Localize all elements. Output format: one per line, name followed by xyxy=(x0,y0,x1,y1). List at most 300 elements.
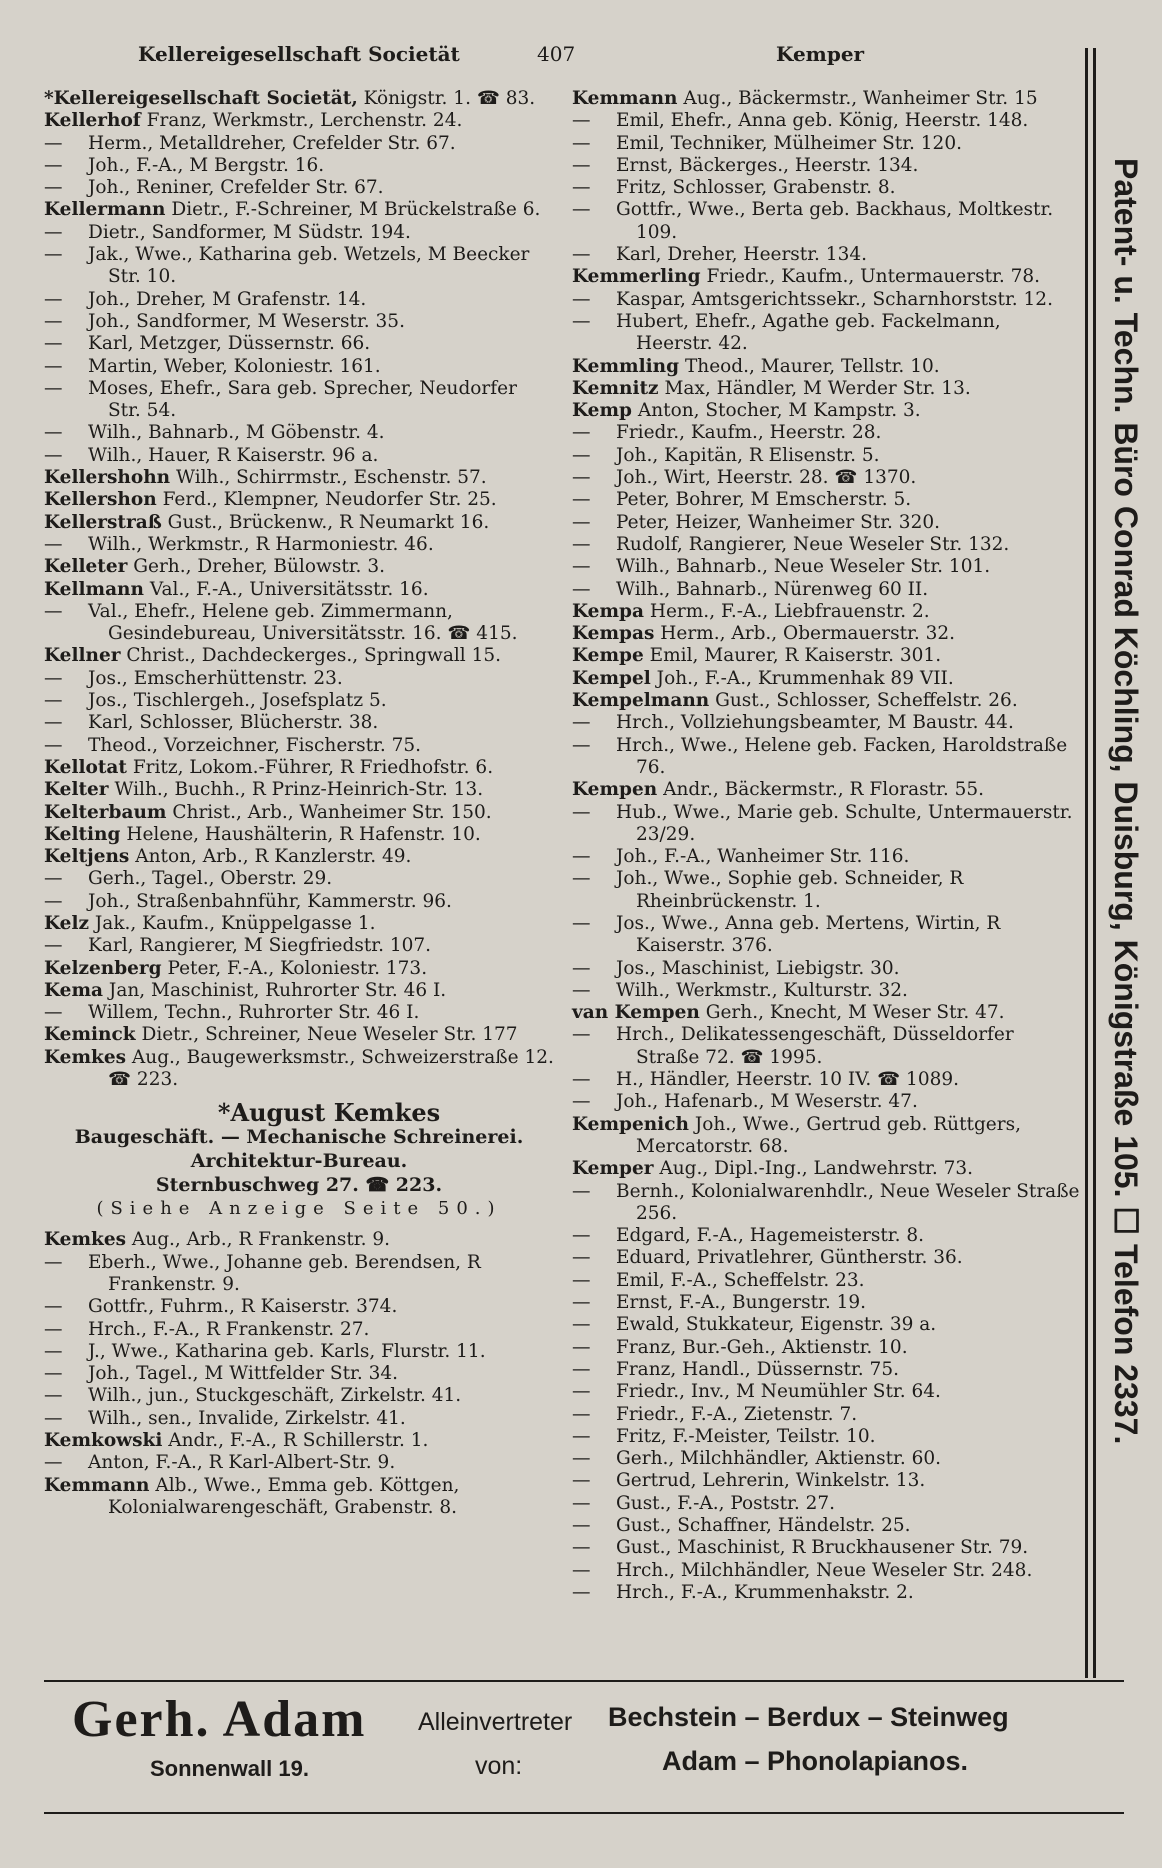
directory-entry xyxy=(572,1247,1082,1269)
directory-entry xyxy=(44,244,554,289)
footer-brands-line-2: Adam – Phonolapianos. xyxy=(662,1746,969,1776)
entry-details: Gust., Schlosser, Scheffelstr. 26. xyxy=(715,690,1018,712)
entry-dash: — xyxy=(572,1492,591,1514)
entry-details: Bernh., Kolonialwarenhdlr., Neue Weseler Straße 256. xyxy=(616,1180,1080,1224)
entry-details: Friedr., Kaufm., Untermauerstr. 78. xyxy=(706,266,1041,288)
right-entries xyxy=(572,88,1082,1604)
entry-dash: — xyxy=(44,333,63,355)
entry-surname: Kemmann xyxy=(572,88,678,109)
footer-address: Sonnenwall 19. xyxy=(150,1756,309,1781)
entry-details: Wilh., Werkmstr., R Harmoniestr. 46. xyxy=(88,533,434,555)
entry-details: Peter, F.-A., Koloniestr. 173. xyxy=(167,957,428,979)
entry-surname: Kellotat xyxy=(44,756,127,778)
entry-details: Christ., Arb., Wanheimer Str. 150. xyxy=(172,801,492,823)
directory-entry xyxy=(44,980,554,1002)
directory-entry xyxy=(44,445,554,467)
directory-entry xyxy=(572,579,1082,601)
entry-dash: — xyxy=(572,244,591,266)
entry-dash: — xyxy=(44,712,63,734)
directory-entry xyxy=(572,88,1082,110)
directory-entry xyxy=(44,1229,554,1251)
entry-dash: — xyxy=(572,578,591,600)
entry-details: Willem, Techn., Ruhrorter Str. 46 I. xyxy=(88,1002,420,1024)
entry-surname: Kellerhof xyxy=(44,110,141,132)
entry-details: Wilh., Bahnarb., Nürenweg 60 II. xyxy=(616,578,929,600)
directory-entry xyxy=(572,266,1082,288)
entry-surname: Keminck xyxy=(44,1024,136,1046)
directory-entry xyxy=(572,1560,1082,1582)
footer-role: Alleinvertreter xyxy=(418,1708,573,1736)
entry-dash: — xyxy=(572,1381,591,1403)
entry-surname: Kelter xyxy=(44,779,109,801)
directory-entry xyxy=(572,1158,1082,1180)
entry-details: Joh., Wwe., Sophie geb. Schneider, R Rheinbrückenstr. 1. xyxy=(616,868,964,912)
entry-details: J., Wwe., Katharina geb. Karls, Flurstr. 11. xyxy=(88,1340,486,1362)
entry-dash: — xyxy=(572,734,591,756)
sidebar-advertisement xyxy=(1083,48,1147,1678)
directory-entry xyxy=(44,735,554,757)
entry-dash: — xyxy=(572,1515,591,1536)
directory-entry xyxy=(44,824,554,846)
entry-details: Jan, Maschinist, Ruhrorter Str. 46 I. xyxy=(108,979,447,1001)
entry-dash: — xyxy=(44,935,63,957)
entry-details: Edgard, F.-A., Hagemeisterstr. 8. xyxy=(616,1225,924,1247)
entry-details: Fritz, F.-Meister, Teilstr. 10. xyxy=(616,1425,876,1447)
directory-entry xyxy=(44,289,554,311)
entry-dash: — xyxy=(44,310,63,332)
entry-dash: — xyxy=(572,422,591,444)
entry-dash: — xyxy=(572,1269,591,1291)
directory-entry xyxy=(572,489,1082,511)
directory-entry xyxy=(44,846,554,868)
entry-surname: *Kellereigesellschaft Societät, xyxy=(44,88,358,109)
entry-dash: — xyxy=(572,957,591,979)
directory-entry xyxy=(572,1024,1082,1069)
directory-entry xyxy=(44,1252,554,1297)
footer-rule-bottom xyxy=(44,1812,1124,1814)
entry-details: Franz, Handl., Düssernstr. 75. xyxy=(616,1358,899,1380)
footer-rule-top xyxy=(44,1680,1124,1682)
entry-details: Hrch., F.-A., R Frankenstr. 27. xyxy=(88,1318,370,1340)
entry-dash: — xyxy=(44,1318,63,1340)
entry-dash: — xyxy=(44,1385,63,1407)
directory-entry xyxy=(44,199,554,221)
entry-details: Eduard, Privatlehrer, Güntherstr. 36. xyxy=(616,1247,963,1269)
entry-dash: — xyxy=(572,1425,591,1447)
directory-entry xyxy=(572,534,1082,556)
entry-dash: — xyxy=(572,1225,591,1247)
directory-entry xyxy=(572,133,1082,155)
entry-details: Hrch., Milchhändler, Neue Weseler Str. 248. xyxy=(616,1559,1033,1581)
entry-details: Rudolf, Rangierer, Neue Weseler Str. 132. xyxy=(616,533,1010,555)
directory-entry xyxy=(44,690,554,712)
entry-details: Königstr. 1. ☎ 83. xyxy=(363,88,536,109)
entry-dash: — xyxy=(572,1448,591,1470)
entry-details: Ernst, Bäckerges., Heerstr. 134. xyxy=(616,154,919,176)
directory-entry xyxy=(44,333,554,355)
entry-details: Gust., Schaffner, Händelstr. 25. xyxy=(616,1515,911,1536)
entry-dash: — xyxy=(572,154,591,176)
directory-entry xyxy=(572,1337,1082,1359)
directory-entry xyxy=(572,712,1082,734)
directory-entry xyxy=(572,1002,1082,1024)
entry-details: Joh., Kapitän, R Elisenstr. 5. xyxy=(616,444,880,466)
entry-details: Franz, Bur.-Geh., Aktienstr. 10. xyxy=(616,1336,908,1358)
entry-dash: — xyxy=(572,1247,591,1269)
entry-surname: Kemkes xyxy=(44,1046,127,1068)
entry-details: Eberh., Wwe., Johanne geb. Berendsen, R Frankenstr. 9. xyxy=(88,1251,481,1295)
directory-entry xyxy=(572,378,1082,400)
directory-entry xyxy=(44,712,554,734)
entry-dash: — xyxy=(44,1340,63,1362)
entry-details: Aug., Arb., R Frankenstr. 9. xyxy=(131,1229,391,1251)
entry-surname: Kemp xyxy=(572,400,632,422)
directory-entry xyxy=(44,489,554,511)
entry-details: Gerh., Dreher, Bülowstr. 3. xyxy=(133,556,385,578)
directory-entry xyxy=(44,668,554,690)
directory-entry xyxy=(44,311,554,333)
directory-entry xyxy=(44,1430,554,1452)
entry-dash: — xyxy=(44,890,63,912)
directory-entry xyxy=(572,1515,1082,1537)
entry-details: Jos., Tischlergeh., Josefsplatz 5. xyxy=(88,690,387,712)
header-left-keyword: Kellereigesellschaft Societät xyxy=(138,42,460,66)
entry-surname: Kemkes xyxy=(44,1229,127,1251)
directory-entry xyxy=(572,1069,1082,1091)
left-entries xyxy=(44,88,554,1091)
directory-entry xyxy=(44,868,554,890)
right-column xyxy=(572,88,1082,1604)
entry-details: Hrch., Delikatessengeschäft, Düsseldorfer Straße 72. ☎ 1995. xyxy=(616,1024,1014,1068)
entry-dash: — xyxy=(572,712,591,734)
directory-entry xyxy=(44,757,554,779)
directory-entry xyxy=(44,378,554,423)
entry-details: Ewald, Stukkateur, Eigenstr. 39 a. xyxy=(616,1314,937,1336)
entry-dash: — xyxy=(572,1470,591,1492)
sidebar-ad-text: Patent- u. Techn. Büro Conrad Köchling, Duisburg, Königstraße 105. ☐ Telefon 2337. xyxy=(1108,158,1144,1445)
directory-entry xyxy=(44,1296,554,1318)
entry-details: Dietr., F.-Schreiner, M Brückelstraße 6. xyxy=(171,199,541,221)
entry-surname: Kemmann xyxy=(44,1474,150,1496)
header-right-keyword: Kemper xyxy=(776,42,865,66)
directory-entry xyxy=(44,1002,554,1024)
entry-details: Joh., Straßenbahnführ, Kammerstr. 96. xyxy=(88,890,452,912)
entry-details: Christ., Dachdeckerges., Springwall 15. xyxy=(126,645,502,667)
entry-surname: Kelting xyxy=(44,823,121,845)
entry-details: Wilh., Werkmstr., Kulturstr. 32. xyxy=(616,979,908,1001)
entry-details: Fritz, Lokom.-Führer, R Friedhofstr. 6. xyxy=(132,756,494,778)
entry-dash: — xyxy=(44,1452,63,1474)
directory-entry xyxy=(572,623,1082,645)
entry-details: Joh., Hafenarb., M Weserstr. 47. xyxy=(616,1091,918,1113)
entry-details: Helene, Haushälterin, R Hafenstr. 10. xyxy=(126,823,481,845)
entry-details: Joh., Dreher, M Grafenstr. 14. xyxy=(88,288,367,310)
entry-surname: Kemkowski xyxy=(44,1430,163,1452)
directory-entry xyxy=(44,1024,554,1046)
entry-dash: — xyxy=(572,979,591,1001)
entry-surname: Kempe xyxy=(572,645,644,667)
page-number: 407 xyxy=(537,42,576,66)
entry-details: Gerh., Knecht, M Weser Str. 47. xyxy=(705,1002,1005,1024)
kemkes-advertisement xyxy=(44,1098,554,1221)
entry-surname: Kemmling xyxy=(572,355,680,377)
entry-details: Gottfr., Fuhrm., R Kaiserstr. 374. xyxy=(88,1296,398,1318)
entry-dash: — xyxy=(572,801,591,823)
entry-dash: — xyxy=(572,533,591,555)
entry-details: Joh., Sandformer, M Weserstr. 35. xyxy=(88,310,405,332)
entry-dash: — xyxy=(44,1002,63,1024)
entry-dash: — xyxy=(572,1336,591,1358)
entry-details: Joh., F.-A., M Bergstr. 16. xyxy=(88,154,325,176)
entry-surname: Kemper xyxy=(572,1158,654,1180)
entry-details: H., Händler, Heerstr. 10 IV. ☎ 1089. xyxy=(616,1069,960,1091)
entry-details: Wilh., Schirrmstr., Eschenstr. 57. xyxy=(176,467,487,489)
entry-surname: Kemmerling xyxy=(572,266,701,288)
entry-details: Friedr., Kaufm., Heerstr. 28. xyxy=(616,422,882,444)
entry-dash: — xyxy=(44,667,63,689)
entry-dash: — xyxy=(44,600,63,622)
entry-details: Val., F.-A., Universitätsstr. 16. xyxy=(149,578,429,600)
directory-entry xyxy=(572,668,1082,690)
directory-entry xyxy=(44,935,554,957)
entry-dash: — xyxy=(572,1292,591,1314)
directory-entry xyxy=(572,1381,1082,1403)
entry-details: Aug., Dipl.-Ing., Landwehrstr. 73. xyxy=(659,1158,974,1180)
entry-surname: Kellershohn xyxy=(44,467,171,489)
directory-entry xyxy=(572,601,1082,623)
entry-dash: — xyxy=(572,1537,591,1559)
entry-details: Ferd., Klempner, Neudorfer Str. 25. xyxy=(162,489,497,511)
entry-dash: — xyxy=(572,868,591,890)
directory-entry xyxy=(572,512,1082,534)
directory-entry xyxy=(572,868,1082,913)
entry-details: Wilh., jun., Stuckgeschäft, Zirkelstr. 41. xyxy=(88,1385,462,1407)
directory-entry xyxy=(572,467,1082,489)
directory-entry xyxy=(572,400,1082,422)
entry-surname: Kelzenberg xyxy=(44,957,162,979)
directory-entry xyxy=(572,356,1082,378)
entry-dash: — xyxy=(572,1403,591,1425)
entry-details: Wilh., Bahnarb., Neue Weseler Str. 101. xyxy=(616,556,991,578)
entry-details: Aug., Bäckermstr., Wanheimer Str. 15 xyxy=(683,88,1038,109)
directory-entry xyxy=(44,88,554,110)
directory-entry xyxy=(572,244,1082,266)
directory-entry xyxy=(572,422,1082,444)
entry-details: Anton, Arb., R Kanzlerstr. 49. xyxy=(135,846,412,868)
entry-details: Hrch., Wwe., Helene geb. Facken, Haroldstraße 76. xyxy=(616,734,1068,778)
directory-entry xyxy=(572,110,1082,132)
entry-dash: — xyxy=(44,422,63,444)
directory-entry xyxy=(44,1475,554,1520)
directory-entry xyxy=(572,1470,1082,1492)
entry-dash: — xyxy=(572,511,591,533)
directory-entry xyxy=(572,1404,1082,1426)
directory-entry xyxy=(44,579,554,601)
directory-entry xyxy=(44,356,554,378)
ad-title: *August Kemkes xyxy=(217,1098,441,1128)
entry-dash: — xyxy=(44,533,63,555)
directory-entry xyxy=(572,779,1082,801)
directory-entry xyxy=(572,1292,1082,1314)
directory-entry xyxy=(44,133,554,155)
directory-entry xyxy=(44,802,554,824)
directory-entry xyxy=(44,958,554,980)
entry-surname: Keltjens xyxy=(44,846,130,868)
entry-details: Theod., Maurer, Tellstr. 10. xyxy=(684,355,940,377)
entry-surname: Kempas xyxy=(572,623,655,645)
directory-entry xyxy=(44,512,554,534)
entry-dash: — xyxy=(572,489,591,511)
directory-entry xyxy=(44,422,554,444)
directory-entry xyxy=(44,556,554,578)
entry-dash: — xyxy=(44,132,63,154)
entry-details: Emil, F.-A., Scheffelstr. 23. xyxy=(616,1269,865,1291)
directory-entry xyxy=(572,690,1082,712)
entry-details: Wilh., Hauer, R Kaiserstr. 96 a. xyxy=(88,444,379,466)
entry-dash: — xyxy=(572,467,591,489)
entry-dash: — xyxy=(44,377,63,399)
entry-details: Gust., Maschinist, R Bruckhausener Str. 79. xyxy=(616,1537,1029,1559)
entry-details: Peter, Heizer, Wanheimer Str. 320. xyxy=(616,511,941,533)
entry-details: Kaspar, Amtsgerichtssekr., Scharnhorststr. 12. xyxy=(616,288,1053,310)
entry-details: Karl, Schlosser, Blücherstr. 38. xyxy=(88,712,379,734)
entry-surname: Kelz xyxy=(44,912,89,934)
entry-details: Andr., F.-A., R Schillerstr. 1. xyxy=(168,1430,429,1452)
entry-dash: — xyxy=(44,734,63,756)
entry-details: Joh., F.-A., Krummenhak 89 VII. xyxy=(656,667,954,689)
directory-entry xyxy=(572,289,1082,311)
entry-surname: Kempenich xyxy=(572,1113,689,1135)
entry-details: Jak., Wwe., Katharina geb. Wetzels, M Beecker Str. 10. xyxy=(88,244,530,288)
entry-details: Herm., Arb., Obermauerstr. 32. xyxy=(660,623,956,645)
directory-entry xyxy=(572,1537,1082,1559)
entry-details: Wilh., Bahnarb., M Göbenstr. 4. xyxy=(88,422,385,444)
entry-details: Joh., Wirt, Heerstr. 28. ☎ 1370. xyxy=(616,467,917,489)
directory-entry xyxy=(44,601,554,646)
ad-line-2: Architektur-Bureau. xyxy=(190,1150,408,1173)
directory-entry xyxy=(44,913,554,935)
footer-advertisement xyxy=(60,1690,1080,1800)
directory-entry xyxy=(572,802,1082,847)
entry-surname: Kelterbaum xyxy=(44,801,167,823)
entry-details: Gottfr., Wwe., Berta geb. Backhaus, Moltkestr. 109. xyxy=(616,199,1054,243)
entry-surname: Kellershon xyxy=(44,489,157,511)
directory-entry xyxy=(572,199,1082,244)
directory-entry xyxy=(572,645,1082,667)
entry-details: Alb., Wwe., Emma geb. Köttgen, Kolonialwarengeschäft, Grabenstr. 8. xyxy=(108,1474,460,1518)
entry-dash: — xyxy=(44,868,63,890)
directory-entry xyxy=(44,1452,554,1474)
entry-details: Aug., Baugewerksmstr., Schweizerstraße 12. ☎ 223. xyxy=(108,1046,554,1091)
left-entries-2 xyxy=(44,1229,554,1519)
entry-details: Hrch., Vollziehungsbeamter, M Baustr. 44. xyxy=(616,712,1014,734)
entry-details: Franz, Werkmstr., Lerchenstr. 24. xyxy=(146,110,463,132)
entry-dash: — xyxy=(572,1581,591,1603)
directory-entry xyxy=(44,155,554,177)
left-column xyxy=(44,88,554,1519)
entry-details: Herm., Metalldreher, Crefelder Str. 67. xyxy=(88,132,456,154)
entry-details: Herm., F.-A., Liebfrauenstr. 2. xyxy=(649,600,930,622)
directory-entry xyxy=(572,1448,1082,1470)
directory-entry xyxy=(572,913,1082,958)
directory-entry xyxy=(572,1493,1082,1515)
entry-details: Anton, F.-A., R Karl-Albert-Str. 9. xyxy=(88,1452,396,1474)
directory-entry xyxy=(44,110,554,132)
directory-entry xyxy=(572,1426,1082,1448)
entry-details: Theod., Vorzeichner, Fischerstr. 75. xyxy=(88,734,422,756)
entry-surname: Kemnitz xyxy=(572,377,659,399)
entry-dash: — xyxy=(572,912,591,934)
directory-entry xyxy=(572,1582,1082,1604)
entry-details: Hrch., F.-A., Krummenhakstr. 2. xyxy=(616,1581,914,1603)
directory-entry xyxy=(44,1408,554,1430)
entry-dash: — xyxy=(572,556,591,578)
footer-brands-line-1: Bechstein – Berdux – Steinweg xyxy=(608,1702,1009,1732)
directory-entry xyxy=(572,556,1082,578)
directory-entry xyxy=(572,177,1082,199)
entry-dash: — xyxy=(44,177,63,199)
directory-entry xyxy=(44,467,554,489)
entry-details: Karl, Dreher, Heerstr. 134. xyxy=(616,244,867,266)
directory-entry xyxy=(572,958,1082,980)
entry-surname: Kelleter xyxy=(44,556,128,578)
entry-details: Gertrud, Lehrerin, Winkelstr. 13. xyxy=(616,1470,926,1492)
entry-dash: — xyxy=(572,444,591,466)
entry-surname: Kema xyxy=(44,979,104,1001)
directory-entry xyxy=(44,891,554,913)
directory-entry xyxy=(572,1181,1082,1226)
directory-entry xyxy=(572,735,1082,780)
directory-entry xyxy=(44,779,554,801)
directory-entry xyxy=(44,1341,554,1363)
entry-surname: Kellner xyxy=(44,645,121,667)
entry-dash: — xyxy=(572,310,591,332)
entry-surname: Kellmann xyxy=(44,578,144,600)
directory-entry xyxy=(572,155,1082,177)
entry-details: Fritz, Schlosser, Grabenstr. 8. xyxy=(616,177,896,199)
directory-entry xyxy=(44,645,554,667)
entry-details: Anton, Stocher, M Kampstr. 3. xyxy=(637,400,921,422)
entry-details: Joh., Wwe., Gertrud geb. Rüttgers, Mercatorstr. 68. xyxy=(636,1113,1021,1157)
entry-dash: — xyxy=(44,154,63,176)
entry-details: Karl, Metzger, Düssernstr. 66. xyxy=(88,333,371,355)
directory-entry xyxy=(572,1114,1082,1159)
directory-entry xyxy=(44,1047,554,1092)
entry-details: Karl, Rangierer, M Siegfriedstr. 107. xyxy=(88,935,432,957)
directory-entry xyxy=(572,1359,1082,1381)
entry-details: Hub., Wwe., Marie geb. Schulte, Untermauerstr. 23/29. xyxy=(616,801,1073,845)
entry-dash: — xyxy=(44,355,63,377)
entry-dash: — xyxy=(572,1024,591,1046)
entry-surname: Kempen xyxy=(572,779,658,801)
entry-details: Andr., Bäckermstr., R Florastr. 55. xyxy=(663,779,985,801)
entry-details: Jos., Maschinist, Liebigstr. 30. xyxy=(616,957,900,979)
directory-entry xyxy=(572,311,1082,356)
directory-entry xyxy=(572,1225,1082,1247)
entry-dash: — xyxy=(572,132,591,154)
entry-details: Emil, Techniker, Mülheimer Str. 120. xyxy=(616,132,962,154)
entry-details: Jos., Emscherhüttenstr. 23. xyxy=(88,667,343,689)
entry-details: Gust., Brückenw., R Neumarkt 16. xyxy=(167,511,490,533)
ad-line-3: Sternbuschweg 27. ☎ 223. xyxy=(155,1174,443,1197)
entry-surname: Kempel xyxy=(572,667,651,689)
directory-entry xyxy=(572,980,1082,1002)
entry-surname: Kellermann xyxy=(44,199,166,221)
entry-details: Ernst, F.-A., Bungerstr. 19. xyxy=(616,1292,867,1314)
entry-details: Friedr., Inv., M Neumühler Str. 64. xyxy=(616,1381,941,1403)
entry-details: Peter, Bohrer, M Emscherstr. 5. xyxy=(616,489,912,511)
directory-entry xyxy=(44,222,554,244)
